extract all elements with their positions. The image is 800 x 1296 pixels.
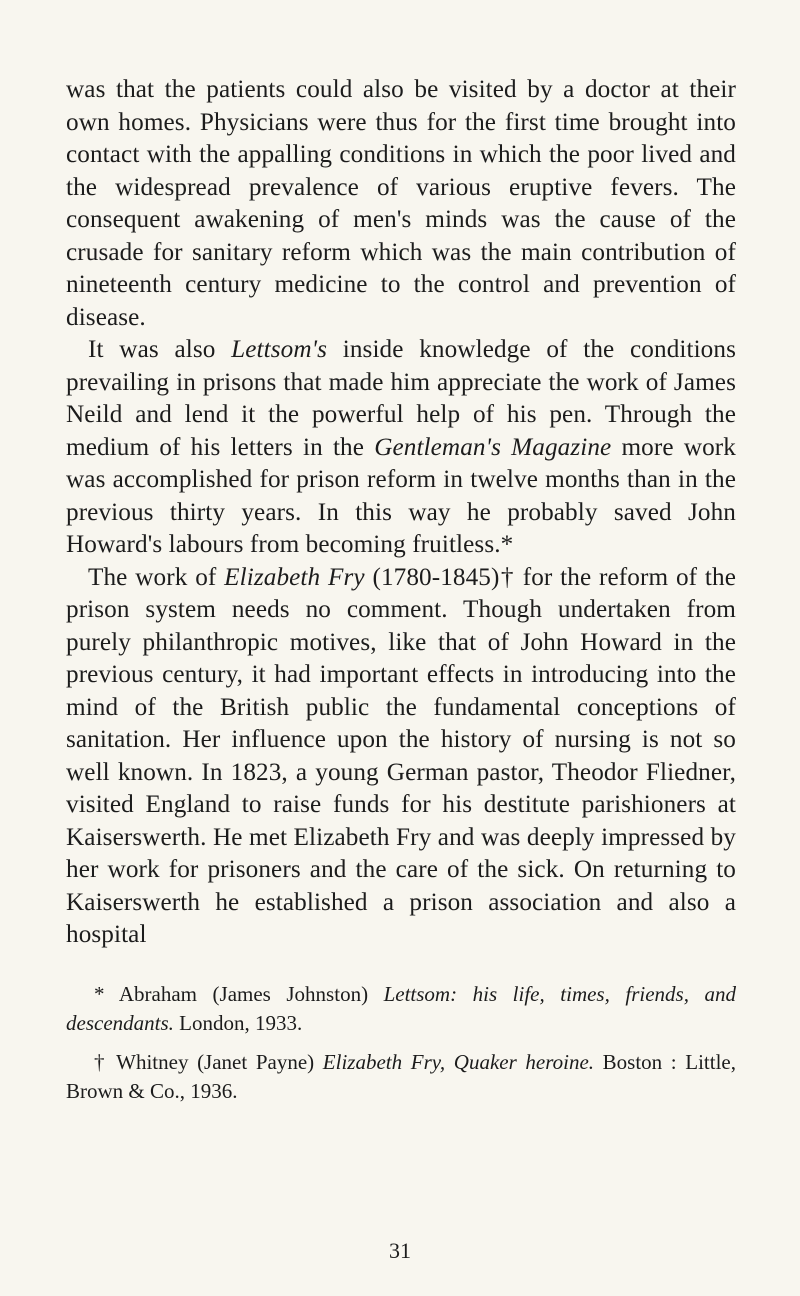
footnote-2-text-b: Boston : Little, Brown & Co., 1936. xyxy=(66,1049,737,1103)
footnote-1 xyxy=(66,980,736,1038)
paragraph-2 xyxy=(66,334,736,562)
paragraph-2-text-c: more work was accomplished for prison reform in twelve months than in the previous thirty years. In this way he probably saved John Howard's labours from becoming fruitless.* xyxy=(66,433,736,558)
footnote-2-italic-title: Elizabeth Fry, Quaker heroine. xyxy=(322,1049,595,1074)
paragraph-2-italic-magazine: Gentleman's Magazine xyxy=(374,433,612,461)
footnote-2 xyxy=(66,1048,736,1106)
paragraph-3 xyxy=(66,562,736,952)
footnote-2-text-a: † Whitney (Janet Payne) xyxy=(94,1049,323,1074)
paragraph-2-text-b: inside knowledge of the conditions prevailing in prisons that made him appreciate the work of James Neild and lend it the powerful help of his pen. Through the medium of his letters in the xyxy=(66,336,736,461)
body-text xyxy=(66,74,736,952)
paragraph-3-italic-fry: Elizabeth Fry xyxy=(224,563,365,591)
paragraph-2-text-a: It was also xyxy=(88,336,232,363)
paragraph-1-text: was that the patients could also be visited by a doctor at their own homes. Physicians were thus for the first time brought into contact with the appalling conditions in which the poor lived and the widespread prevalence of various eruptive fevers. The consequent awakening of men's minds was the cause of the crusade for sanitary reform which was the main contribution of nineteenth century medicine to the control and prevention of disease. xyxy=(66,76,736,331)
footnote-1-text-b: London, 1933. xyxy=(173,1010,303,1035)
footnote-1-italic-title: Lettsom: his life, times, friends, and descendants. xyxy=(66,981,736,1035)
book-page xyxy=(66,74,736,1116)
footnotes xyxy=(66,980,736,1106)
paragraph-2-italic-lettsom: Lettsom's xyxy=(231,336,328,363)
page-number: 31 xyxy=(389,1238,411,1263)
paragraph-3-text-b: (1780-1845)† for the reform of the prison system needs no comment. Though undertaken from purely philanthropic motives, like that of John Howard in the previous century, it had important effects in introducing into the mind of the British public the fundamental conceptions of sanitation. Her influence upon the history of nursing is not so well known. In 1823, a young German pastor, Theodor Fliedner, visited England to raise funds for his destitute parishioners at Kaiserswerth. He met Elizabeth Fry and was deeply impressed by her work for prisoners and the care of the sick. On returning to Kaiserswerth he established a prison association and also a hospital xyxy=(66,563,736,948)
paragraph-1 xyxy=(66,74,736,334)
footnote-1-text-a: * Abraham (James Johnston) xyxy=(94,981,384,1006)
paragraph-3-text-a: The work of xyxy=(88,563,225,591)
